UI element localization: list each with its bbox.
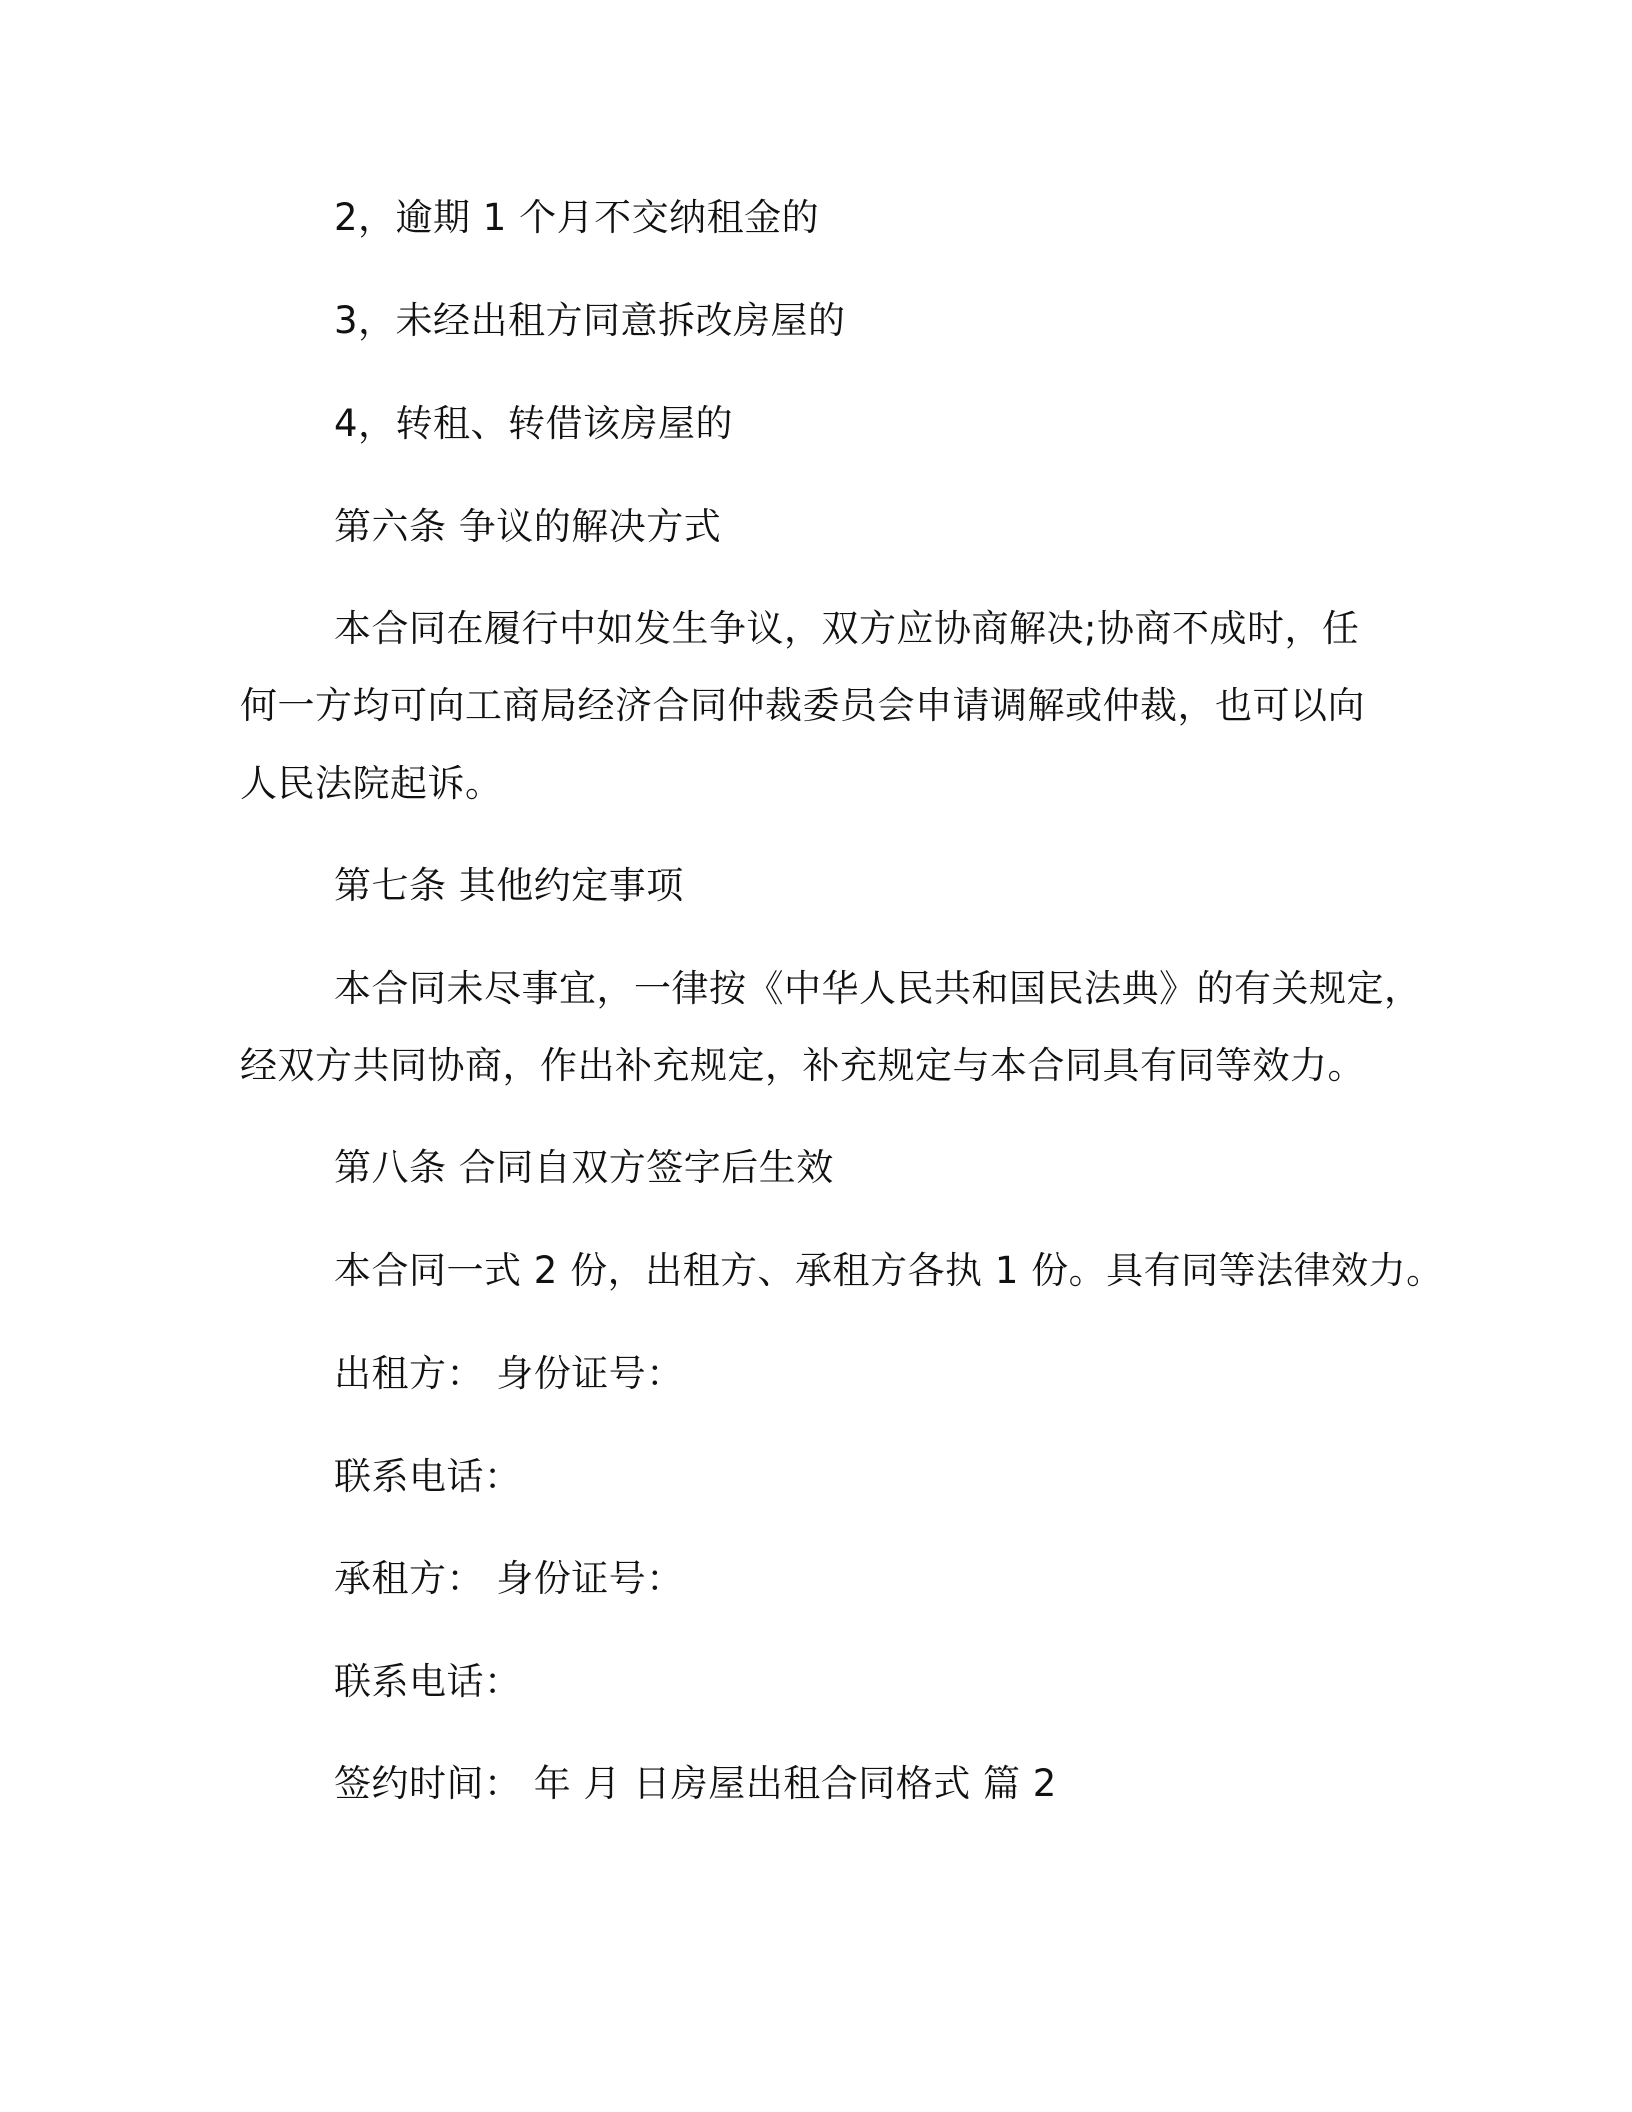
lessor-id-field: 出租方： 身份证号： — [334, 1352, 684, 1395]
lessee-id-field: 承租方： 身份证号： — [334, 1557, 684, 1600]
article-8-heading: 第八条 合同自双方签字后生效 — [334, 1146, 834, 1189]
article-8-paragraph: 本合同一式 2 份，出租方、承租方各执 1 份。具有同等法律效力。 — [334, 1249, 1444, 1292]
lessor-phone-field: 联系电话： — [334, 1455, 522, 1498]
article-6-paragraph-line-3: 人民法院起诉。 — [240, 762, 503, 805]
article-6-paragraph-line-2: 何一方均可向工商局经济合同仲裁委员会申请调解或仲裁，也可以向 — [240, 684, 1365, 727]
clause-item-3: 3，未经出租方同意拆改房屋的 — [334, 299, 846, 342]
article-7-paragraph-line-1: 本合同未尽事宜，一律按《中华人民共和国民法典》的有关规定， — [334, 967, 1422, 1010]
article-6-paragraph-line-1: 本合同在履行中如发生争议，双方应协商解决;协商不成时，任 — [334, 607, 1360, 650]
article-7-paragraph-line-2: 经双方共同协商，作出补充规定，补充规定与本合同具有同等效力。 — [240, 1044, 1365, 1087]
article-6-heading: 第六条 争议的解决方式 — [334, 505, 722, 548]
lessee-phone-field: 联系电话： — [334, 1660, 522, 1703]
signing-date-line: 签约时间： 年 月 日房屋出租合同格式 篇 2 — [334, 1762, 1057, 1805]
article-7-heading: 第七条 其他约定事项 — [334, 864, 684, 907]
clause-item-2: 2，逾期 1 个月不交纳租金的 — [334, 196, 820, 239]
clause-item-4: 4，转租、转借该房屋的 — [334, 402, 734, 445]
